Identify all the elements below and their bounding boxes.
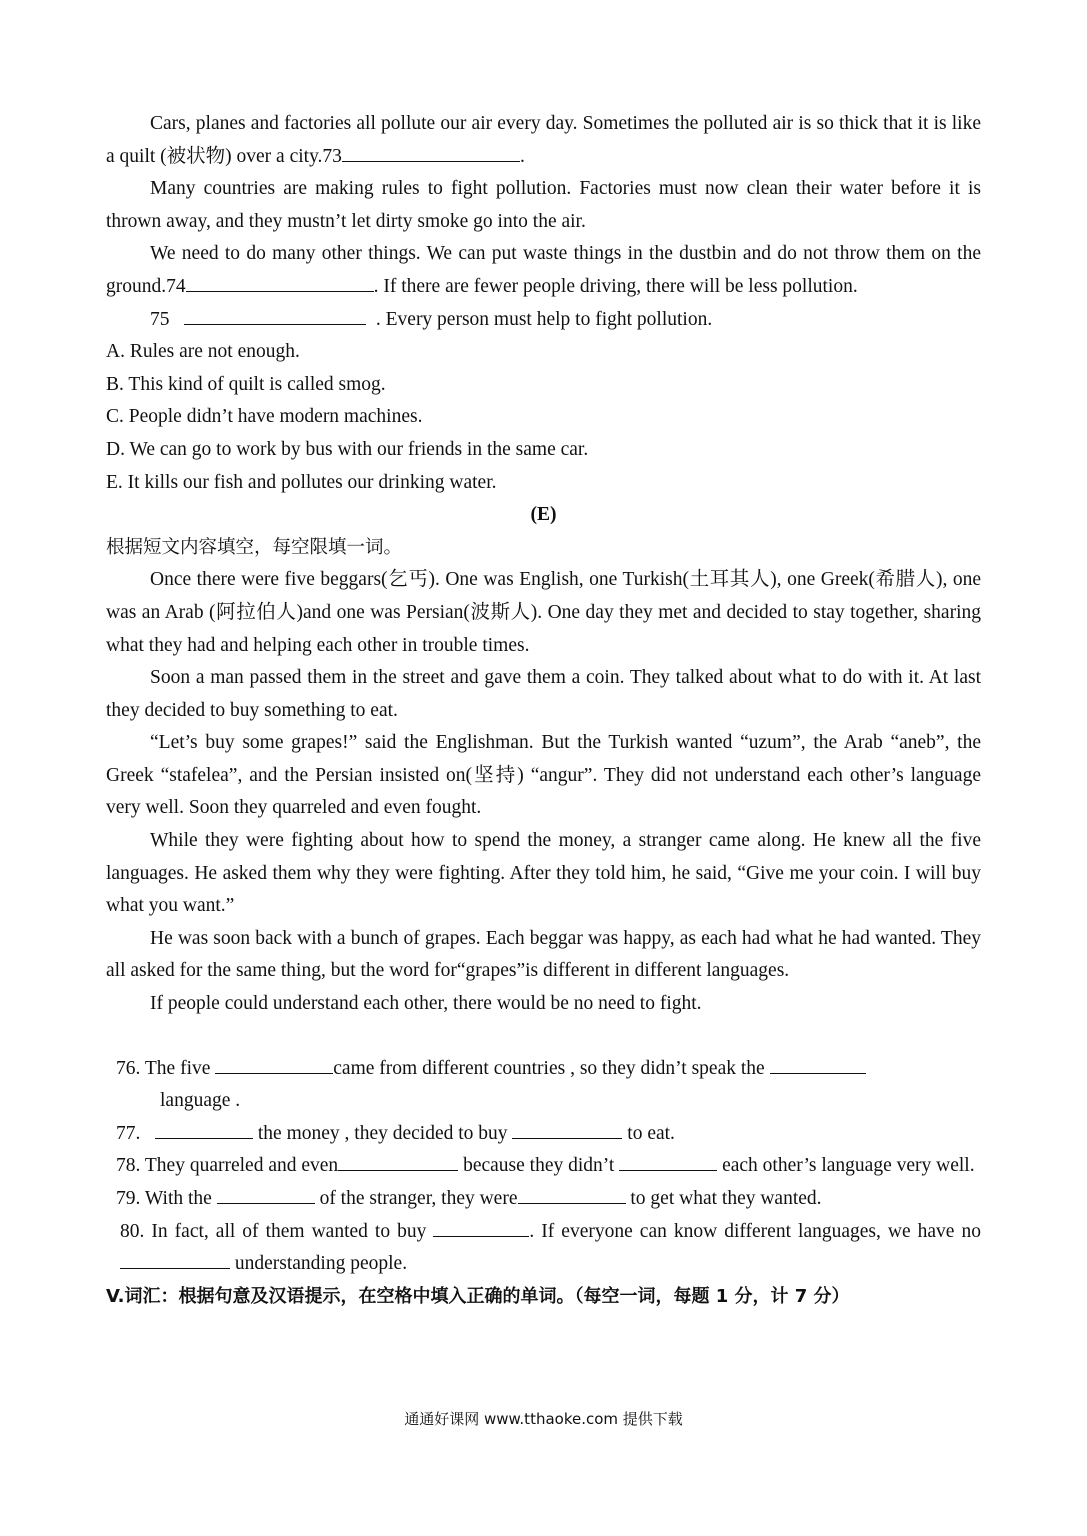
question-text: the money , they decided to buy bbox=[253, 1122, 513, 1144]
answer-blank-79a[interactable] bbox=[217, 1183, 315, 1204]
question-text: each other’s language very well. bbox=[717, 1155, 975, 1177]
story-paragraph-1: Once there were five beggars(乞丐). One was English, one Turkish(土耳其人), one Greek(希腊人), one was an Arab (阿拉伯人)and one was Persian(波斯人). One day they met and decided to stay together, sharing what they had and helping each other in trouble times. bbox=[106, 569, 981, 656]
option-a: A. Rules are not enough. bbox=[106, 341, 300, 363]
story-paragraph-5: He was soon back with a bunch of grapes. Each beggar was happy, as each had what he had wanted. They all asked for the same thing, but the word for“grapes”is different in different languages. bbox=[106, 927, 981, 982]
answer-blank-80b[interactable] bbox=[120, 1248, 230, 1269]
paragraph-pollution-air bbox=[106, 108, 981, 173]
story-paragraph-6: If people could understand each other, there would be no need to fight. bbox=[150, 993, 702, 1015]
answer-blank-77a[interactable] bbox=[155, 1118, 253, 1139]
question-text: to eat. bbox=[622, 1122, 675, 1144]
answer-blank-80a[interactable] bbox=[433, 1216, 529, 1237]
answer-blank-79b[interactable] bbox=[518, 1183, 626, 1204]
answer-blank-73[interactable] bbox=[342, 141, 520, 162]
question-text: . If everyone can know different languages, we have no bbox=[529, 1220, 981, 1242]
question-77 bbox=[106, 1118, 981, 1151]
story-paragraph-2: Soon a man passed them in the street and gave them a coin. They talked about what to do with it. At last they decided to buy something to eat. bbox=[106, 667, 981, 721]
paragraph-75 bbox=[106, 304, 981, 337]
question-text: because they didn’t bbox=[458, 1155, 620, 1177]
answer-blank-75[interactable] bbox=[184, 304, 366, 325]
question-number: 75 bbox=[150, 308, 170, 330]
question-80 bbox=[106, 1216, 981, 1281]
paragraph-text: . If there are fewer people driving, there will be less pollution. bbox=[373, 275, 858, 297]
answer-blank-78a[interactable] bbox=[338, 1150, 458, 1171]
question-79 bbox=[106, 1183, 981, 1216]
answer-blank-74[interactable] bbox=[186, 271, 374, 292]
answer-blank-78b[interactable] bbox=[619, 1150, 717, 1171]
section-e-title: (E) bbox=[530, 504, 557, 526]
spacer bbox=[106, 1021, 981, 1053]
option-b: B. This kind of quilt is called smog. bbox=[106, 373, 386, 395]
question-text: 77. bbox=[116, 1122, 146, 1144]
answer-blank-76b[interactable] bbox=[770, 1053, 866, 1074]
paragraph-rules: Many countries are making rules to fight pollution. Factories must now clean their water before it is thrown away, and they mustn’t let dirty smoke go into the air. bbox=[106, 178, 981, 232]
option-d: D. We can go to work by bus with our friends in the same car. bbox=[106, 438, 589, 460]
paragraph-text: Cars, planes and factories all pollute our air every day. Sometimes the polluted air is so thick that it is like a quilt (被状物) over a city.73 bbox=[106, 113, 981, 167]
question-text: came from different countries , so they didn’t speak the bbox=[333, 1057, 770, 1079]
section-e-instruction: 根据短文内容填空，每空限填一词。 bbox=[106, 536, 403, 558]
option-c: C. People didn’t have modern machines. bbox=[106, 406, 423, 428]
story-paragraph-4: While they were fighting about how to spend the money, a stranger came along. He knew all the five languages. He asked them why they were fighting. After they told him, he said, “Give me your coin. I will buy what you want.” bbox=[106, 830, 981, 917]
paragraph-text: . bbox=[519, 145, 525, 167]
question-78 bbox=[106, 1150, 981, 1183]
answer-blank-77b[interactable] bbox=[512, 1118, 622, 1139]
question-text: of the stranger, they were bbox=[314, 1188, 518, 1209]
question-text: 76. The five bbox=[116, 1057, 216, 1079]
paragraph-other-things bbox=[106, 238, 981, 303]
question-text: to get what they wanted. bbox=[625, 1188, 822, 1209]
section-v-heading: V.词汇：根据句意及汉语提示，在空格中填入正确的单词。（每空一词，每题 1 分，计 7 分） bbox=[106, 1285, 850, 1307]
question-text: language . bbox=[160, 1090, 241, 1112]
paragraph-text: . Every person must help to fight pollution. bbox=[375, 308, 713, 330]
story-paragraph-3: “Let’s buy some grapes!” said the Englishman. But the Turkish wanted “uzum”, the Arab “aneb”, the Greek “stafelea”, and the Persian insisted on(坚持) “angur”. They did not understand each other’s language very well. Soon they quarreled and even fought. bbox=[106, 732, 981, 819]
page-footer: 通通好课网 www.tthaoke.com 提供下载 bbox=[404, 1410, 683, 1428]
document-page bbox=[106, 108, 981, 1313]
question-text: understanding people. bbox=[230, 1253, 408, 1275]
paragraph-text: We need to do many other things. We can put waste things in the dustbin and do not throw them on the ground.74 bbox=[106, 243, 981, 297]
question-text: 78. They quarreled and even bbox=[116, 1155, 339, 1177]
question-text: 79. With the bbox=[116, 1188, 217, 1209]
option-e: E. It kills our fish and pollutes our drinking water. bbox=[106, 471, 497, 493]
question-text: 80. In fact, all of them wanted to buy bbox=[120, 1220, 434, 1242]
question-76 bbox=[106, 1053, 981, 1118]
answer-blank-76a[interactable] bbox=[215, 1053, 333, 1074]
